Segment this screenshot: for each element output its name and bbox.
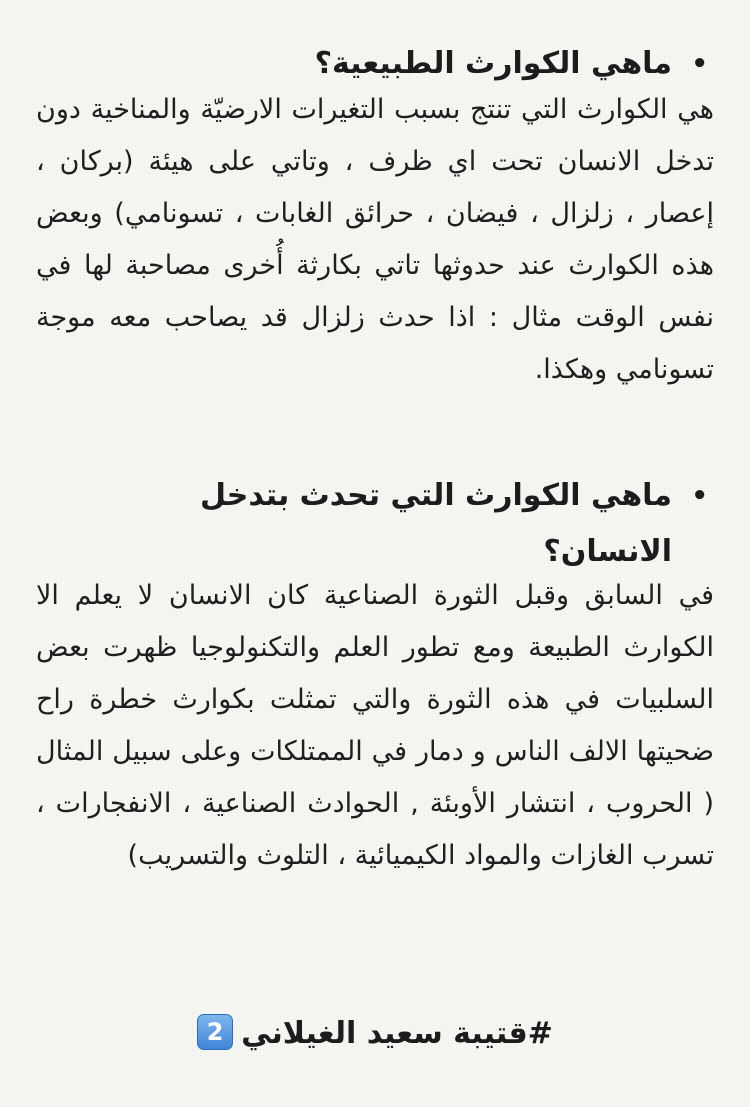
section-2-body: في السابق وقبل الثورة الصناعية كان الانسان لا يعلم الا الكوارث الطبيعة ومع تطور العلم والتكنولوجيا ظهرت بعض السلبيات في هذه الثورة والتي تمثلت بكوارث خطرة راح ضحيتها الالف الناس و دمار في الممتلكات وعلى سبيل المثال ( الحروب ، انتشار الأوبئة , الحوادث الصناعية ، الانفجارات ، تسرب الغازات والمواد الكيميائية ، التلوث والتسريب)	[36, 580, 714, 871]
section-1-heading-text: ماهي الكوارث الطبيعية؟	[314, 46, 672, 81]
author-signature	[0, 1004, 750, 1064]
section-1-body: هي الكوارث التي تنتج بسبب التغيرات الارضيّة والمناخية دون تدخل الانسان تحت اي ظرف ، وتاتي على هيئة (بركان ، إعصار ، زلزال ، فيضان ، حرائق الغابات ، تسونامي) وبعض هذه الكوارث عند حدوثها تاتي بكارثة أُخرى مصاحبة لها في نفس الوقت مثال : اذا حدث زلزال قد يصاحب معه موجة تسونامي وهكذا.	[36, 94, 714, 385]
author-hashtag[interactable]: #قتيبة سعيد الغيلاني	[241, 1016, 553, 1051]
bullet-icon: •	[691, 481, 708, 511]
section-2-heading-text: ماهي الكوارث التي تحدث بتدخل الانسان؟	[199, 478, 672, 569]
section-2-heading	[0, 468, 750, 580]
bullet-icon: •	[691, 49, 708, 79]
keycap-number-icon: 2	[197, 1014, 233, 1050]
